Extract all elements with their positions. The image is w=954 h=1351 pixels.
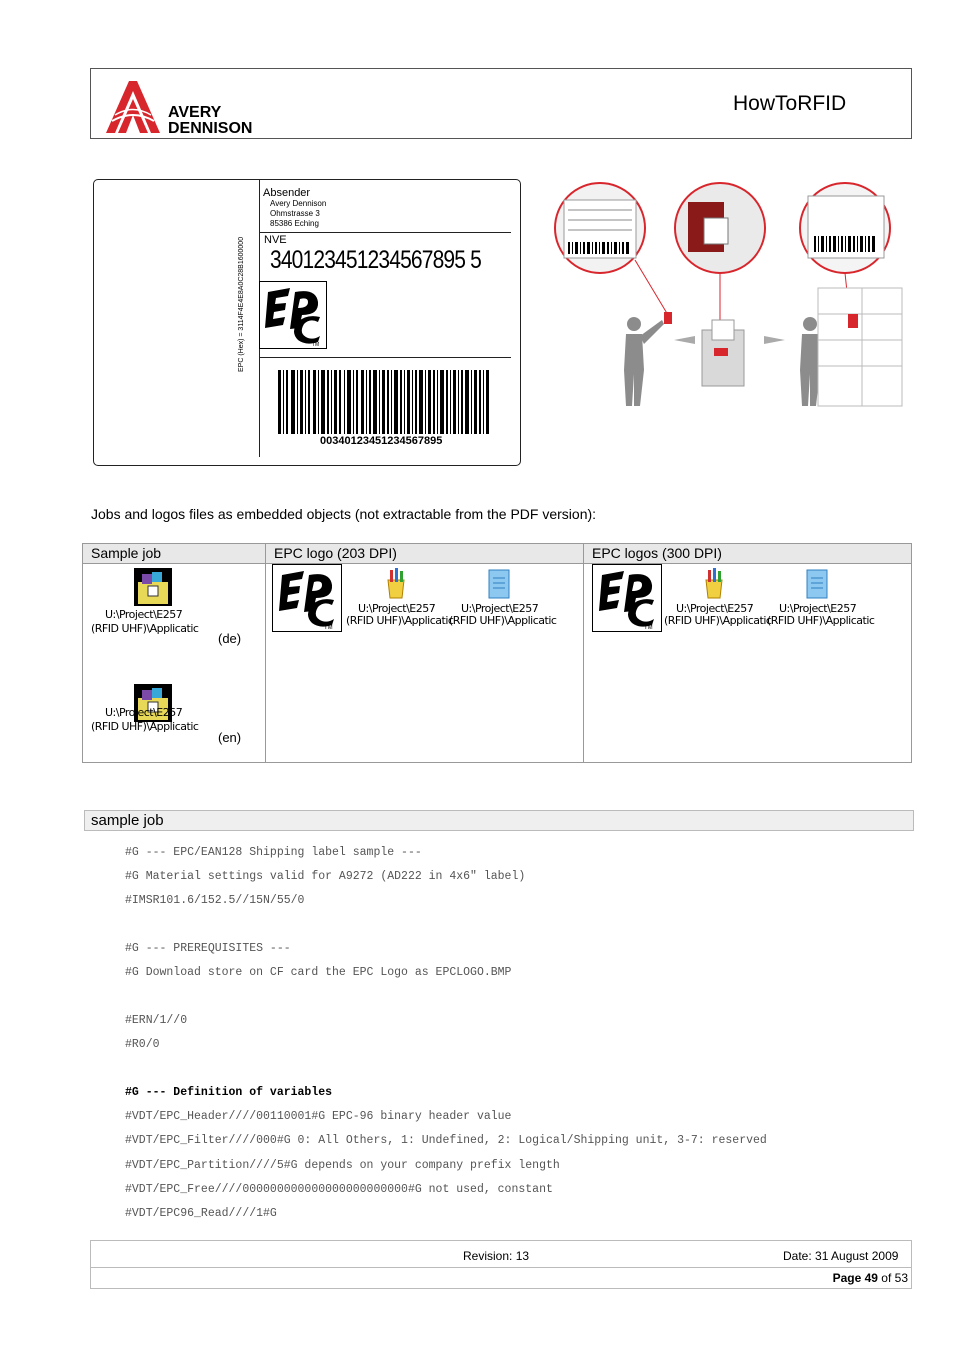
- object-caption-line2: (RFID UHF)\Applicatic: [767, 614, 875, 627]
- object-caption-line2: (RFID UHF)\Applicatic: [664, 614, 772, 627]
- company-line1: AVERY: [168, 104, 222, 121]
- epc-203-cell: [266, 564, 584, 763]
- sender-street: Ohmstrasse 3: [270, 209, 320, 218]
- object-caption-line1: U:\Project\E257: [105, 706, 183, 719]
- code-line: #VDT/EPC_Filter////000#G 0: All Others, 1: Undefined, 2: Logical/Shipping unit, 3-7: reserved: [125, 1134, 767, 1147]
- object-caption-line1: U:\Project\E257: [779, 602, 857, 615]
- tm-mark: TM: [644, 625, 653, 631]
- tm-mark: TM: [312, 342, 320, 348]
- sender-city: 85386 Eching: [270, 219, 319, 228]
- sender-heading: Absender: [263, 187, 311, 199]
- lang-en: (en): [218, 730, 242, 745]
- paint-icon[interactable]: [384, 568, 408, 605]
- code-line: #G Download store on CF card the EPC Logo as EPCLOGO.BMP: [125, 966, 512, 979]
- page-label: Page 49: [832, 1271, 878, 1285]
- object-caption-line2: (RFID UHF)\Applicatic: [91, 720, 199, 733]
- code-line: #VDT/EPC_Header////00110001#G EPC-96 binary header value: [125, 1110, 512, 1123]
- object-caption-line2: (RFID UHF)\Applicatic: [346, 614, 454, 627]
- code-line: #G --- Definition of variables: [125, 1086, 333, 1099]
- code-line: #VDT/EPC_Partition////5#G depends on your company prefix length: [125, 1159, 560, 1172]
- notepad-icon[interactable]: [486, 568, 512, 605]
- object-caption-line2: (RFID UHF)\Applicatic: [91, 622, 199, 635]
- date: Date: 31 August 2009: [783, 1249, 899, 1263]
- object-caption-line2: (RFID UHF)\Applicatic: [449, 614, 557, 627]
- section-title: sample job: [84, 810, 914, 831]
- rfid-process-illustration: [550, 180, 910, 417]
- page-number: [833, 1271, 908, 1285]
- footer-row: [90, 1268, 912, 1289]
- lang-de: (de): [218, 631, 242, 646]
- embedded-files-table: [82, 543, 912, 763]
- nve-number: 340123451234567895 5: [270, 246, 481, 274]
- col-header-sample-job: Sample job: [83, 544, 266, 564]
- code-line: #R0/0: [125, 1038, 160, 1051]
- object-caption-line1: U:\Project\E257: [461, 602, 539, 615]
- sender-name: Avery Dennison: [270, 199, 327, 208]
- setup-package-icon[interactable]: [134, 568, 172, 611]
- code-line: #VDT/EPC_Free////000000000000000000000000#G not used, constant: [125, 1183, 553, 1196]
- intro-text: Jobs and logos files as embedded objects (not extractable from the PDF version):: [91, 506, 597, 522]
- code-line: #VDT/EPC96_Read////1#G: [125, 1207, 277, 1220]
- code-line: #G Material settings valid for A9272 (AD222 in 4x6" label): [125, 870, 526, 883]
- revision: Revision: 13: [463, 1249, 530, 1263]
- barcode-text: 00340123451234567895: [320, 435, 443, 447]
- notepad-icon[interactable]: [804, 568, 830, 605]
- label-divider: [259, 357, 511, 358]
- ean128-barcode: [278, 370, 502, 439]
- company-line2: DENNISON: [168, 120, 253, 135]
- avery-dennison-logo: [104, 79, 279, 140]
- page-of: of 53: [881, 1271, 908, 1285]
- object-caption-line1: U:\Project\E257: [676, 602, 754, 615]
- object-caption-line1: U:\Project\E257: [105, 608, 183, 621]
- epc-logo[interactable]: [592, 564, 662, 632]
- epc-logo[interactable]: [272, 564, 342, 632]
- col-header-epc-203: EPC logo (203 DPI): [266, 544, 584, 564]
- epc-300-cell: [584, 564, 912, 763]
- epc-hex-vertical: EPC (Hex) = 3114F4E4E8A0C28B1600000: [238, 236, 245, 372]
- sample-job-cell: [83, 564, 266, 763]
- document-title: HowToRFID: [733, 92, 847, 115]
- code-line: #G --- EPC/EAN128 Shipping label sample ---: [125, 846, 422, 859]
- code-line: #ERN/1//0: [125, 1014, 188, 1027]
- epc-logo: [259, 281, 327, 349]
- code-line: #IMSR101.6/152.5//15N/55/0: [125, 894, 305, 907]
- col-header-epc-300: EPC logos (300 DPI): [584, 544, 912, 564]
- code-line: #G --- PREREQUISITES ---: [125, 942, 291, 955]
- nve-heading: NVE: [264, 234, 287, 246]
- label-divider: [259, 232, 511, 233]
- tm-mark: TM: [324, 625, 333, 631]
- object-caption-line1: U:\Project\E257: [358, 602, 436, 615]
- paint-icon[interactable]: [702, 568, 726, 605]
